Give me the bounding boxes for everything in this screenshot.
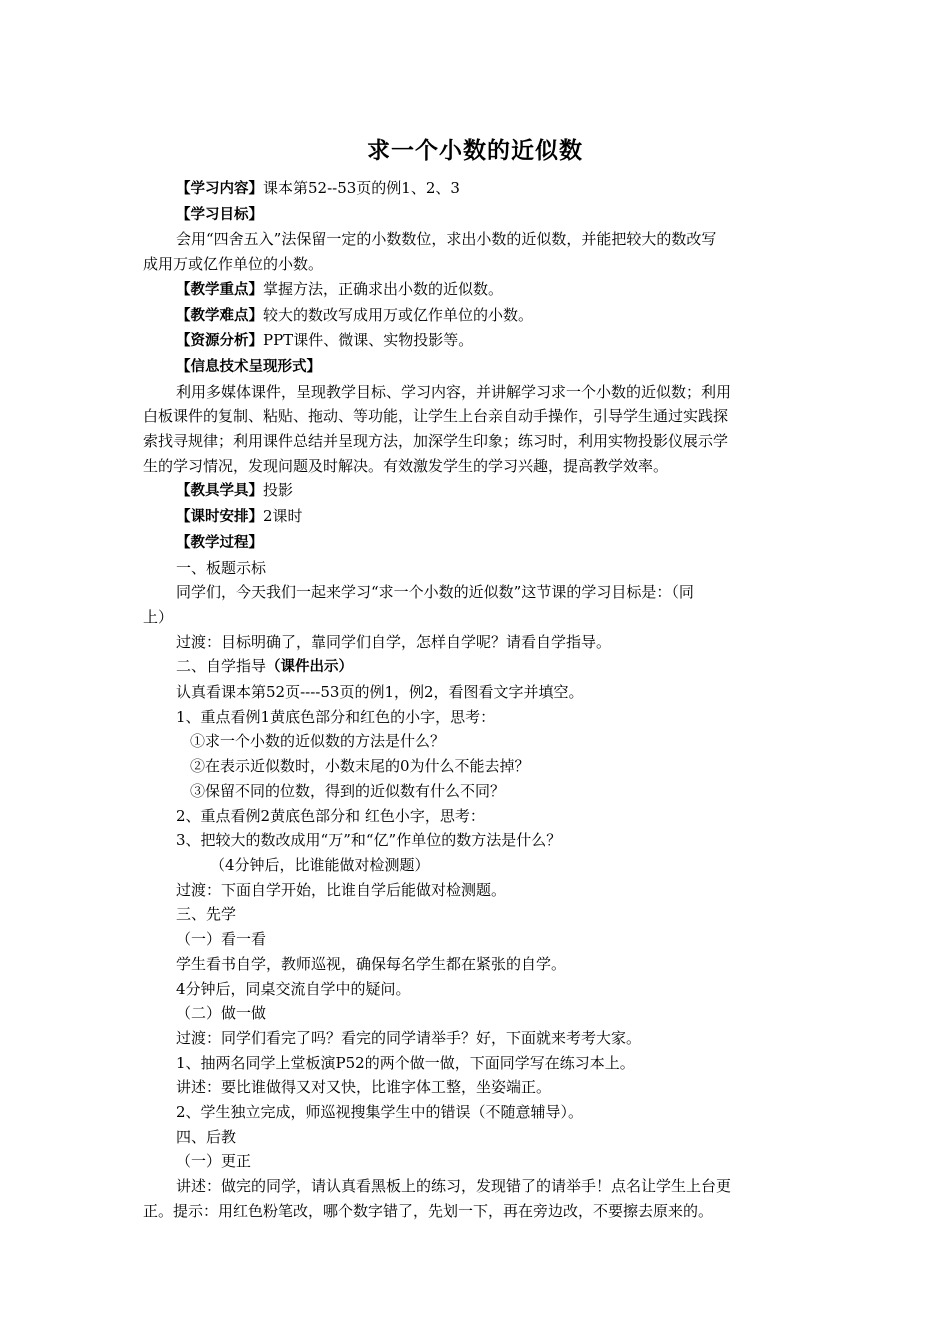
learning-content-line	[143, 176, 807, 202]
learning-goals-label: 【学习目标】	[176, 206, 263, 223]
document-body	[143, 176, 807, 1224]
section-2-item-3: 3、把较大的数改成用“万”和“亿”作单位的数方法是什么？	[176, 831, 562, 850]
teaching-key-line	[143, 277, 807, 303]
section-2-item-2: 2、重点看例2黄底色部分和 红色小字，思考：	[176, 806, 485, 825]
hours-text: 2课时	[263, 507, 303, 526]
section-3-item-2: 2、学生独立完成，师巡视搜集学生中的错误（不随意辅导）。	[176, 1103, 584, 1122]
section-2-item-1: 1、重点看例1黄底色部分和红色的小字，思考：	[176, 707, 496, 726]
tools-label: 【教具学具】	[176, 483, 263, 500]
section-1-line-2: 上）	[143, 607, 174, 626]
section-2-question-1: ①求一个小数的近似数的方法是什么？	[190, 732, 446, 751]
section-3-line-1: 学生看书自学，教师巡视，确保每名学生都在紧张的自学。	[176, 954, 567, 973]
it-paragraph-line-2: 白板课件的复制、粘贴、拖动、等功能，让学生上台亲自动手操作，引导学生通过实践探	[143, 407, 729, 426]
process-label: 【教学过程】	[176, 534, 263, 551]
section-2-transition: 过渡：下面自学开始，比谁自学后能做对检测题。	[176, 880, 507, 899]
teaching-key-text: 掌握方法，正确求出小数的近似数。	[263, 279, 504, 298]
resources-line	[143, 328, 807, 354]
section-2-heading-bold: （课件出示）	[266, 659, 354, 676]
section-1-line-1: 同学们，今天我们一起来学习“求一个小数的近似数”这节课的学习目标是：（同	[176, 583, 694, 602]
learning-goals-line	[143, 202, 807, 228]
section-3-transition: 过渡：同学们看完了吗？看完的同学请举手？好，下面就来考考大家。	[176, 1028, 642, 1047]
it-form-line	[143, 354, 807, 380]
resources-text: PPT课件、微课、实物投影等。	[263, 331, 474, 350]
teaching-key-label: 【教学重点】	[176, 281, 263, 298]
section-2-heading	[143, 654, 807, 680]
teaching-difficulty-label: 【教学难点】	[176, 307, 263, 324]
section-3-talk: 讲述：要比谁做得又对又快，比谁字体工整，坐姿端正。	[176, 1078, 552, 1097]
section-2-question-3: ③保留不同的位数，得到的近似数有什么不同？	[190, 781, 506, 800]
section-4-line-1: 讲述：做完的同学，请认真看黑板上的练习，发现错了的请举手！点名让学生上台更	[176, 1177, 732, 1196]
section-3-subheading-2: （二）做一做	[176, 1004, 267, 1023]
section-4-subheading-1: （一）更正	[176, 1152, 252, 1171]
it-paragraph-line-3: 索找寻规律；利用课件总结并呈现方法，加深学生印象；练习时，利用实物投影仪展示学	[143, 432, 729, 451]
document-title: 求一个小数的近似数	[367, 138, 583, 164]
section-3-subheading-1: （一）看一看	[176, 930, 267, 949]
section-2-note: （4分钟后，比谁能做对检测题）	[210, 855, 430, 874]
learning-content-text: 课本第52--53页的例1、2、3	[263, 179, 460, 197]
it-form-label: 【信息技术呈现形式】	[176, 358, 321, 375]
section-2-question-2: ②在表示近似数时，小数末尾的0为什么不能去掉？	[190, 757, 530, 776]
tools-line	[143, 478, 807, 504]
section-3-line-2: 4分钟后，同桌交流自学中的疑问。	[176, 979, 411, 998]
section-4-line-2: 正。提示：用红色粉笔改，哪个数字错了，先划一下，再在旁边改，不要擦去原来的。	[143, 1201, 714, 1220]
resources-label: 【资源分析】	[176, 333, 263, 350]
section-4-heading: 四、后教	[176, 1127, 237, 1146]
section-3-heading: 三、先学	[176, 905, 237, 924]
goals-paragraph-line-2: 成用万或亿作单位的小数。	[143, 255, 324, 274]
section-3-item-1: 1、抽两名同学上堂板演P52的两个做一做，下面同学写在练习本上。	[176, 1053, 635, 1072]
teaching-difficulty-text: 较大的数改写成用万或亿作单位的小数。	[263, 305, 534, 324]
section-2-intro: 认真看课本第52页----53页的例1，例2，看图看文字并填空。	[176, 683, 584, 702]
goals-paragraph-line-1: 会用“四舍五入”法保留一定的小数数位，求出小数的近似数，并能把较大的数改写	[176, 230, 717, 249]
hours-label: 【课时安排】	[176, 509, 263, 526]
process-line	[143, 530, 807, 556]
section-2-heading-text: 二、自学指导	[176, 657, 267, 676]
section-1-transition: 过渡：目标明确了，靠同学们自学，怎样自学呢？请看自学指导。	[176, 632, 612, 651]
teaching-difficulty-line	[143, 303, 807, 329]
it-paragraph-line-4: 生的学习情况，发现问题及时解决。有效激发学生的学习兴趣，提高教学效率。	[143, 456, 669, 475]
tools-text: 投影	[263, 481, 294, 500]
learning-content-label: 【学习内容】	[176, 181, 263, 197]
section-1-heading: 一、板题示标	[176, 558, 267, 577]
it-paragraph-line-1: 利用多媒体课件，呈现教学目标、学习内容，并讲解学习求一个小数的近似数；利用	[176, 382, 732, 401]
hours-line	[143, 504, 807, 530]
